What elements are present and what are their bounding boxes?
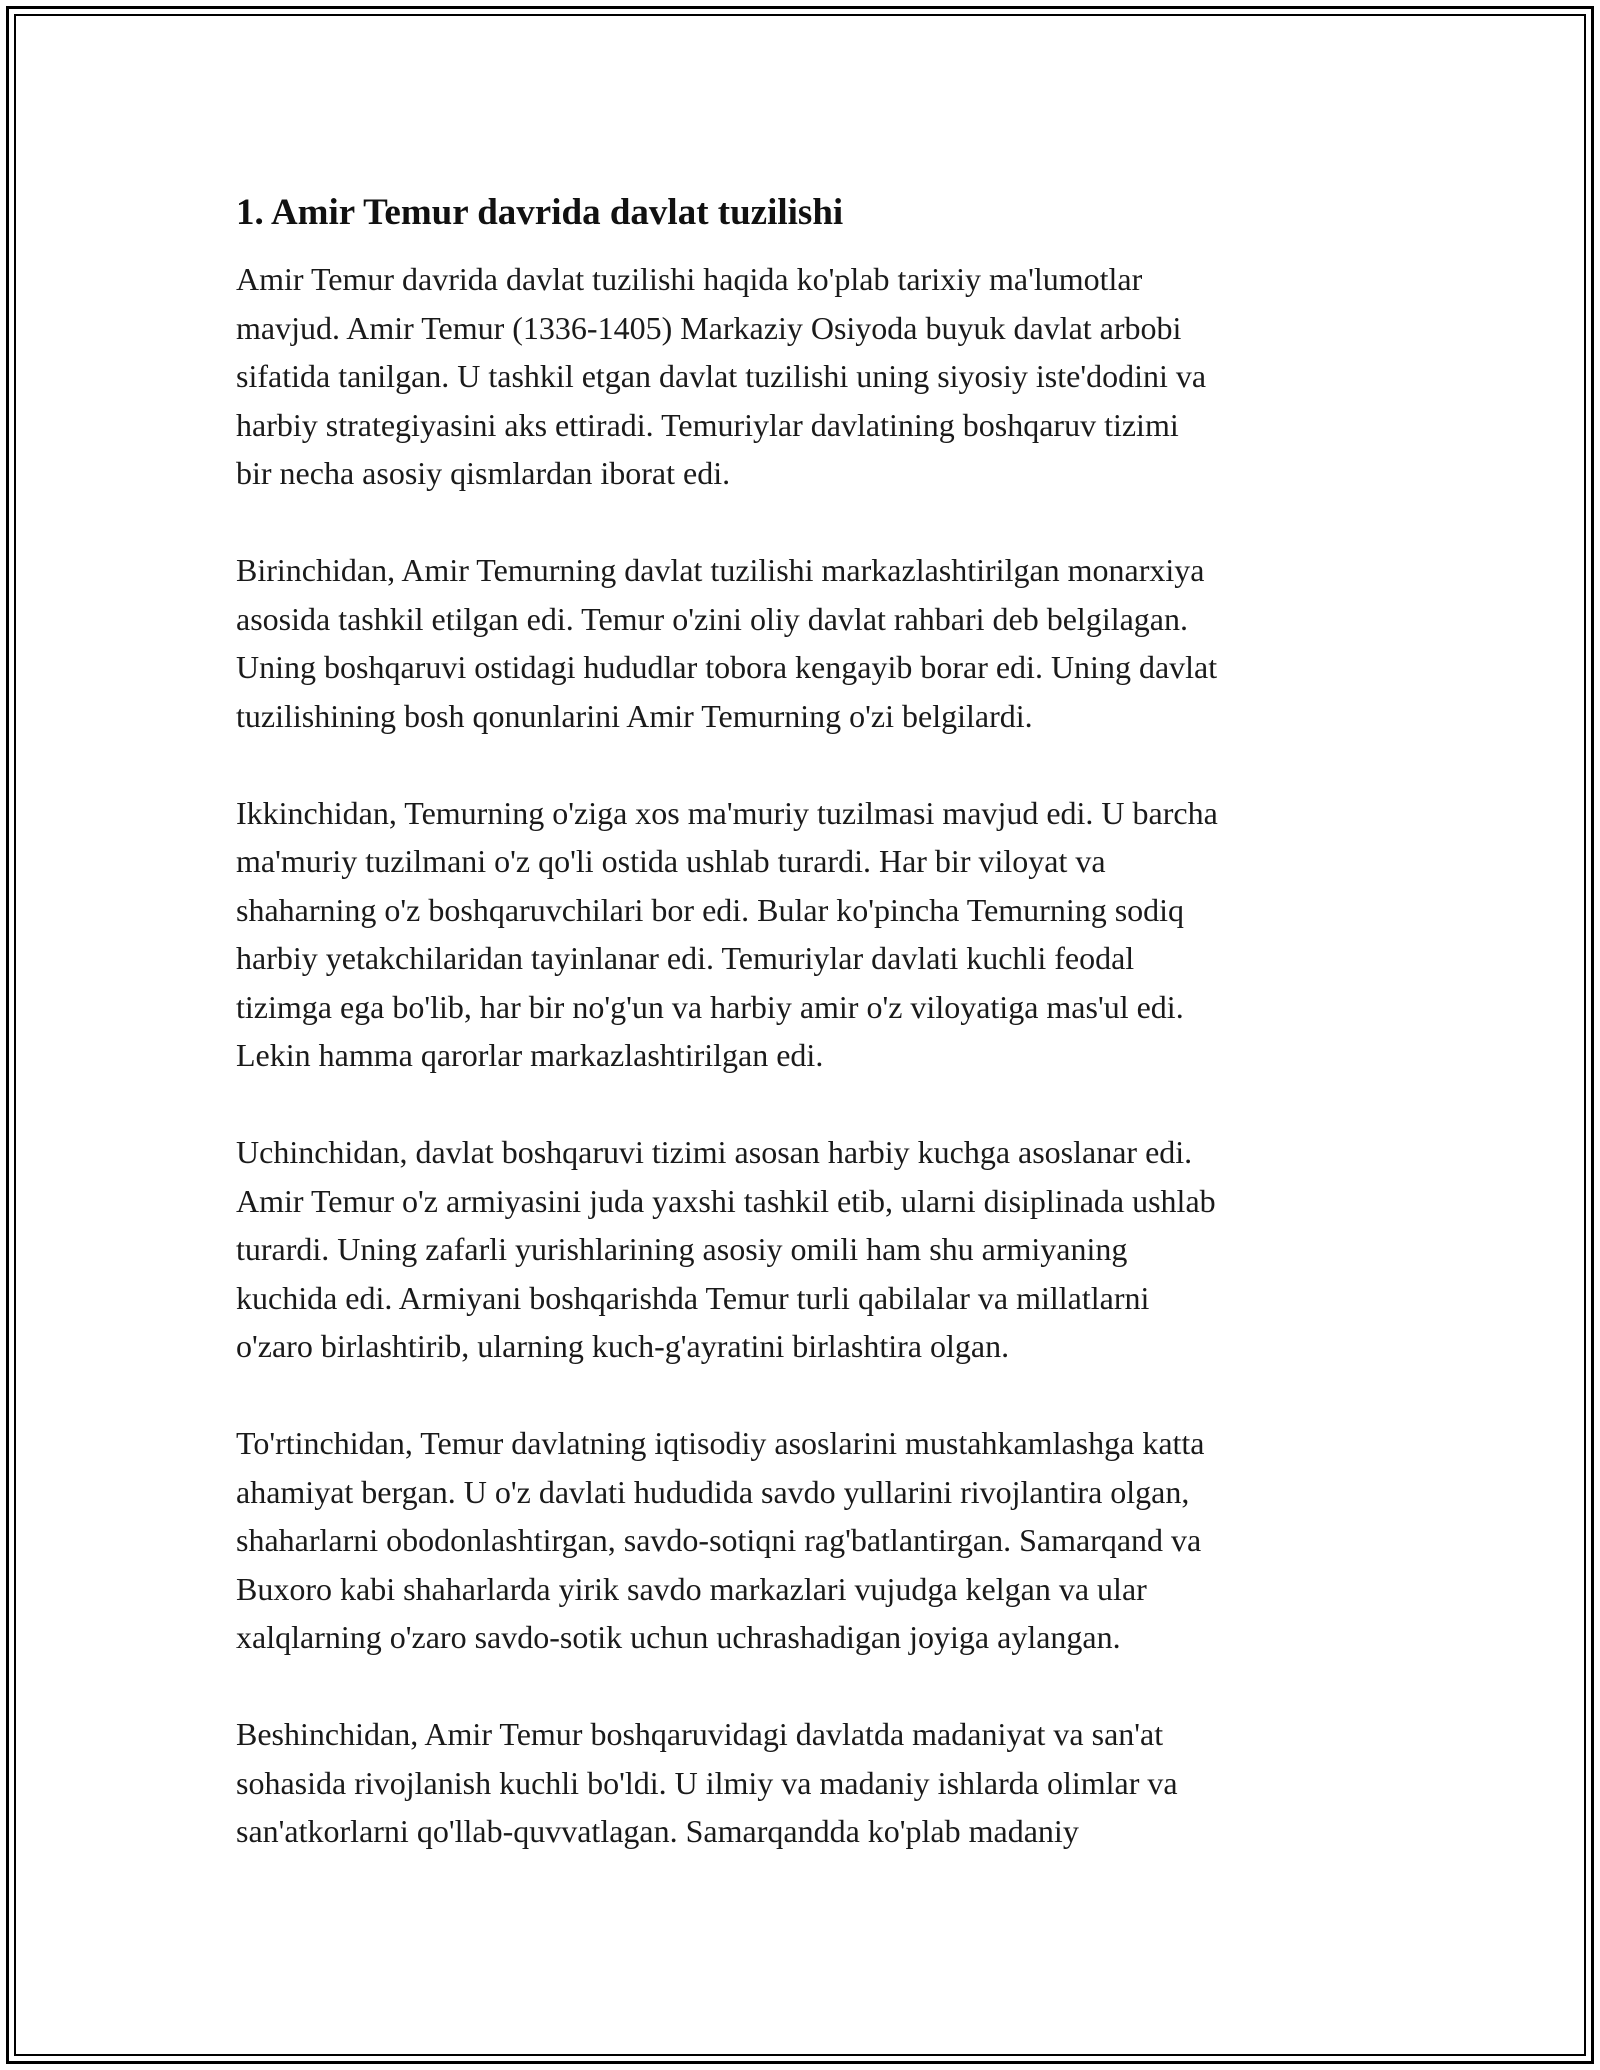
text-line: turardi. Uning zafarli yurishlarining asosiy omili ham shu armiyaning bbox=[236, 1231, 1128, 1267]
text-line: ahamiyat bergan. U o'z davlati hududida savdo yullarini rivojlantira olgan, bbox=[236, 1473, 1190, 1510]
paragraph bbox=[236, 1128, 1376, 1371]
text-line: kuchida edi. Armiyani boshqarishda Temur turli qabilalar va millatlarni bbox=[236, 1279, 1150, 1316]
text-line: Birinchidan, Amir Temurning davlat tuzilishi markazlashtirilgan monarxiya bbox=[236, 552, 1205, 588]
text-line: mavjud. Amir Temur (1336-1405) Markaziy Osiyoda buyuk davlat arbobi bbox=[236, 309, 1182, 346]
text-line: Uning boshqaruvi ostidagi hududlar tobora kengayib borar edi. Uning davlat bbox=[236, 649, 1218, 685]
text-line: Amir Temur davrida davlat tuzilishi haqida ko'plab tarixiy ma'lumotlar bbox=[236, 261, 1143, 297]
text-line: ma'muriy tuzilmani o'z qo'li ostida ushlab turardi. Har bir viloyat va bbox=[236, 843, 1106, 879]
text-line: tizimga ega bo'lib, har bir no'g'un va harbiy amir o'z viloyatiga mas'ul edi. bbox=[236, 988, 1184, 1025]
text-line: sohasida rivojlanish kuchli bo'ldi. U ilmiy va madaniy ishlarda olimlar va bbox=[236, 1764, 1178, 1801]
text-line: Uchinchidan, davlat boshqaruvi tizimi asosan harbiy kuchga asoslanar edi. bbox=[236, 1134, 1193, 1170]
text-line: xalqlarning o'zaro savdo-sotik uchun uchrashadigan joyiga aylangan. bbox=[236, 1619, 1121, 1655]
text-line: bir necha asosiy qismlardan iborat edi. bbox=[236, 455, 731, 491]
paragraph-list bbox=[236, 255, 1376, 1856]
text-line: tuzilishining bosh qonunlarini Amir Temurning o'zi belgilardi. bbox=[236, 697, 1033, 734]
text-line: To'rtinchidan, Temur davlatning iqtisodiy asoslarini mustahkamlashga katta bbox=[236, 1425, 1205, 1461]
text-line: o'zaro birlashtirib, ularning kuch-g'ayratini birlashtira olgan. bbox=[236, 1328, 1010, 1364]
text-line: harbiy yetakchilaridan tayinlanar edi. Temuriylar davlati kuchli feodal bbox=[236, 940, 1135, 976]
text-line: Lekin hamma qarorlar markazlashtirilgan edi. bbox=[236, 1037, 824, 1073]
paragraph bbox=[236, 255, 1376, 498]
paragraph bbox=[236, 1710, 1376, 1856]
text-line: shaharning o'z boshqaruvchilari bor edi. Bular ko'pincha Temurning sodiq bbox=[236, 891, 1185, 928]
text-line: Ikkinchidan, Temurning o'ziga xos ma'muriy tuzilmasi mavjud edi. U barcha bbox=[236, 794, 1218, 831]
paragraph bbox=[236, 1419, 1376, 1662]
text-line: shaharlarni obodonlashtirgan, savdo-sotiqni rag'batlantirgan. Samarqand va bbox=[236, 1522, 1202, 1558]
text-line: asosida tashkil etilgan edi. Temur o'zini oliy davlat rahbari deb belgilagan. bbox=[236, 600, 1188, 637]
paragraph bbox=[236, 789, 1376, 1080]
section-heading: 1. Amir Temur davrida davlat tuzilishi bbox=[236, 192, 844, 233]
text-line: Buxoro kabi shaharlarda yirik savdo markazlari vujudga kelgan va ular bbox=[236, 1570, 1147, 1607]
document-body bbox=[236, 188, 1376, 1904]
text-line: san'atkorlarni qo'llab-quvvatlagan. Samarqandda ko'plab madaniy bbox=[236, 1813, 1079, 1849]
text-line: Beshinchidan, Amir Temur boshqaruvidagi davlatda madaniyat va san'at bbox=[236, 1716, 1164, 1752]
paragraph bbox=[236, 546, 1376, 740]
text-line: sifatida tanilgan. U tashkil etgan davlat tuzilishi uning siyosiy iste'dodini va bbox=[236, 358, 1207, 394]
text-line: harbiy strategiyasini aks ettiradi. Temuriylar davlatining boshqaruv tizimi bbox=[236, 406, 1179, 443]
text-line: Amir Temur o'z armiyasini juda yaxshi tashkil etib, ularni disiplinada ushlab bbox=[236, 1182, 1216, 1219]
